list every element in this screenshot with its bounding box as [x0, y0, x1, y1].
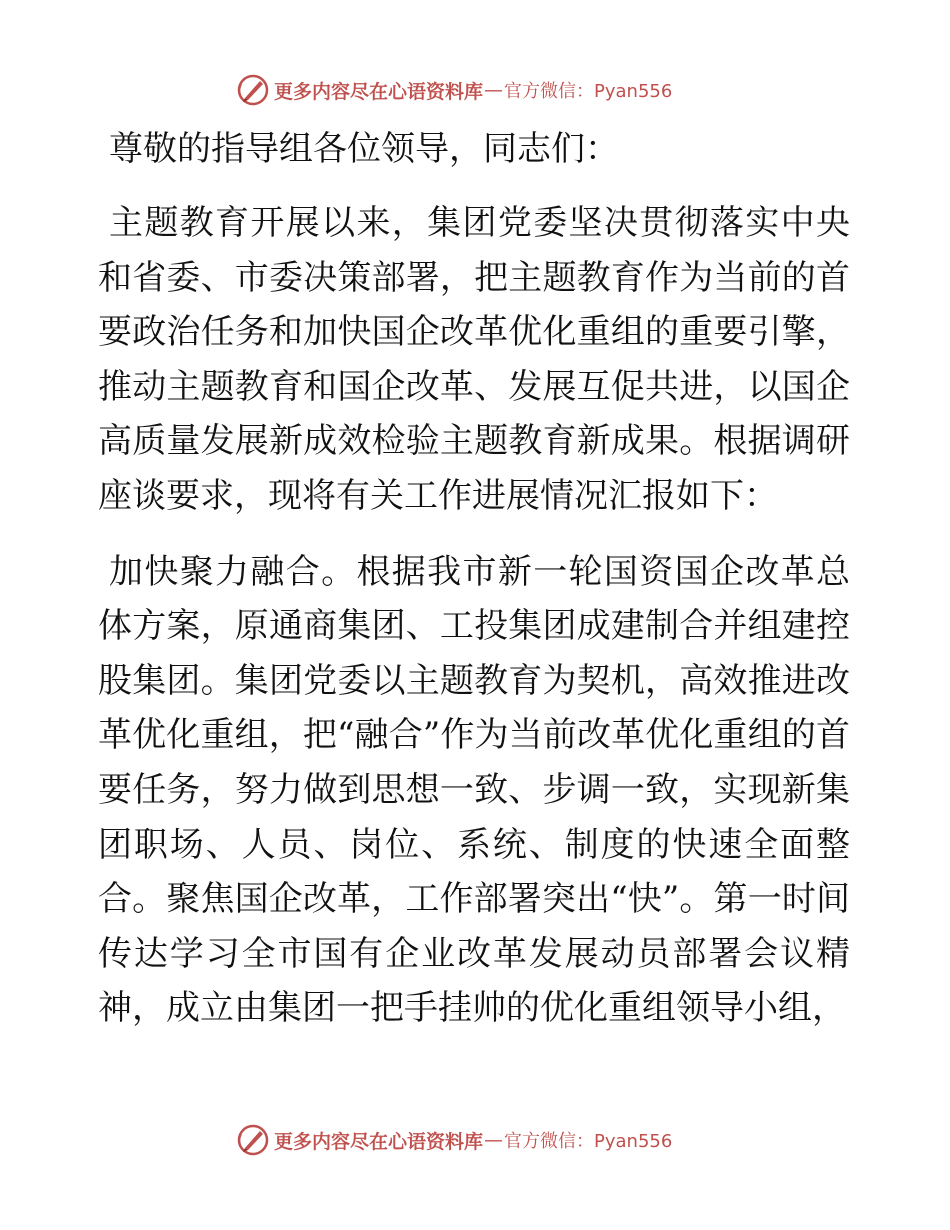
- salutation: 尊敬的指导组各位领导，同志们：: [109, 129, 619, 169]
- banner-main-text: 更多内容尽在心语资料库: [274, 1130, 484, 1153]
- paragraph-integration: 加快聚力融合。根据我市新一轮国资国企改革总体方案，原通商集团、工投集团成建制合并组建控股集团。集团党委以主题教育为契机，高效推进改革优化重组，把“融合”作为当前改革优化重组的首要任务，努力做到思想一致、步调一致，实现新集团职场、人员、岗位、系统、制度的快速全面整合。聚焦国企改革，工作部署突出“快”。第一时间传达学习全市国有企业改革发展动员部署会议精神，成立由集团一把手挂帅的优化重组领导小组，: [98, 551, 850, 1029]
- banner-separator: —: [484, 1129, 504, 1151]
- quill-pen-logo-icon: [236, 73, 270, 107]
- banner-main-text: 更多内容尽在心语资料库: [274, 80, 484, 103]
- banner-wechat-text: 官方微信：Pyan556: [504, 1131, 673, 1152]
- quill-pen-logo-icon: [236, 1123, 270, 1157]
- footer-watermark-banner: [236, 1120, 672, 1160]
- header-watermark-banner: [236, 70, 672, 110]
- banner-separator: —: [484, 79, 504, 101]
- document-body: [98, 122, 850, 1036]
- banner-wechat-text: 官方微信：Pyan556: [504, 81, 673, 102]
- paragraph-intro: 主题教育开展以来，集团党委坚决贯彻落实中央和省委、市委决策部署，把主题教育作为当前的首要政治任务和加快国企改革优化重组的重要引擎，推动主题教育和国企改革、发展互促共进，以国企高质量发展新成效检验主题教育新成果。根据调研座谈要求，现将有关工作进展情况汇报如下：: [98, 203, 850, 516]
